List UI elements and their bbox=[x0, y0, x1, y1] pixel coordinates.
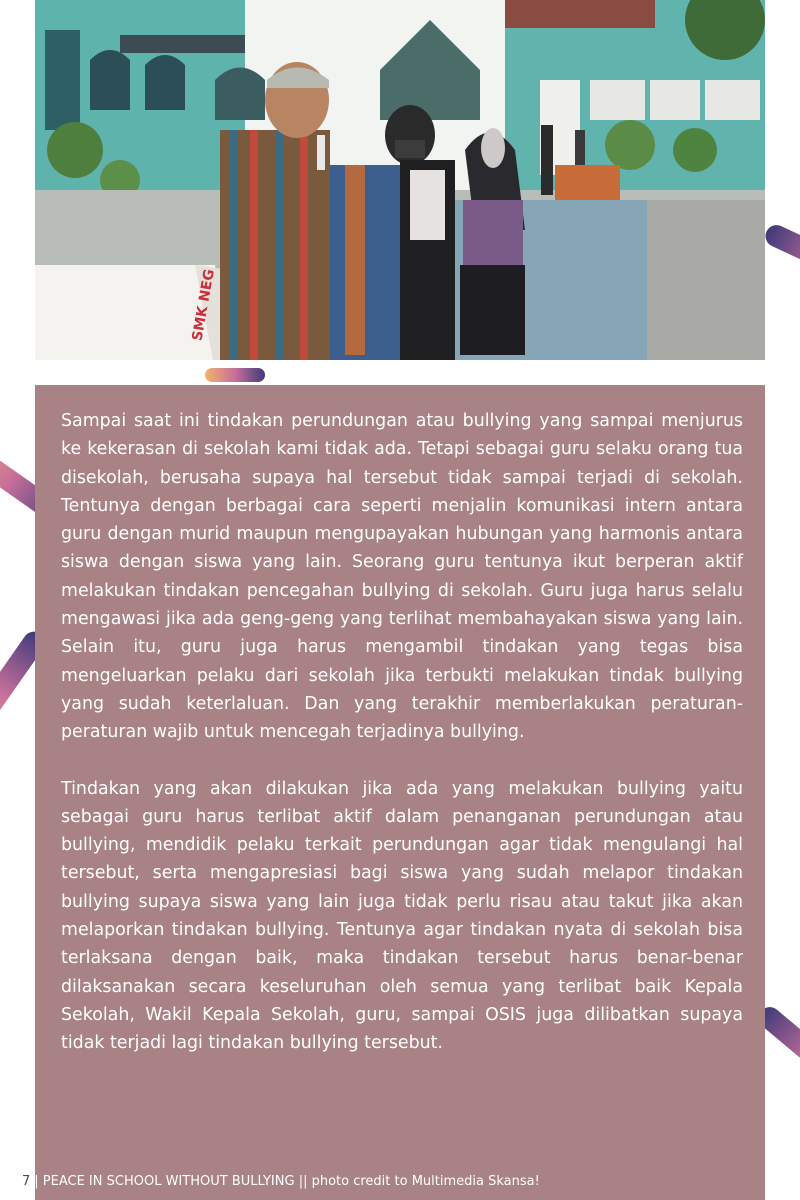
decorative-stroke bbox=[205, 368, 265, 382]
article-paragraph-1: Sampai saat ini tindakan perundungan atau bullying yang sampai menjurus ke kekerasan di sekolah kami tidak ada. Tetapi sebagai guru selaku orang tua disekolah, berusaha supaya hal tersebut tidak sampai terjadi di sekolah. Tentunya dengan berbagai cara seperti menjalin komunikasi intern antara guru dengan murid maupun mengupayakan hubungan yang harmonis antara siswa dengan siswa yang lain. Seorang guru tentunya ikut berperan aktif melakukan tindakan pencegahan bullying di sekolah. Guru juga harus selalu mengawasi jika ada geng-geng yang terlihat membahayakan siswa yang lain. Selain itu, guru juga harus mengambil tindakan yang tegas bisa mengeluarkan pelaku dari sekolah jika terbukti melakukan tindak bullying yang sudah keterlaluan. Dan yang terakhir memberlakukan peraturan-peraturan wajib untuk mencegah terjadinya bullying. bbox=[61, 411, 743, 743]
decorative-stroke bbox=[762, 221, 800, 300]
school-photo bbox=[35, 0, 765, 360]
sign-text: SMK NEG bbox=[189, 267, 218, 343]
article-paragraph-2: Tindakan yang akan dilakukan jika ada yang melakukan bullying yaitu sebagai guru harus terlibat aktif dalam penanganan perundungan atau bullying, mendidik pelaku terkait perundungan agar tidak mengulangi hal tersebut, serta mengapresiasi bagi siswa yang sudah melapor tindakan bullying supaya siswa yang lain juga tidak perlu risau atau takut jika akan melaporkan tindakan bullying. Tentunya agar tindakan nyata di sekolah bisa terlaksana dengan baik, maka tindakan tersebut harus benar-benar dilaksanakan secara keseluruhan oleh semua yang terlibat baik Kepala Sekolah, Wakil Kepala Sekolah, guru, sampai OSIS juga dilibatkan supaya tidak terjadi lagi tindakan bullying tersebut. bbox=[61, 778, 743, 1054]
page-number: 7 bbox=[22, 1173, 31, 1189]
article-text-panel bbox=[35, 385, 765, 1200]
footer-caption: | PEACE IN SCHOOL WITHOUT BULLYING || photo credit to Multimedia Skansa! bbox=[34, 1173, 540, 1189]
page-footer bbox=[22, 1170, 540, 1192]
